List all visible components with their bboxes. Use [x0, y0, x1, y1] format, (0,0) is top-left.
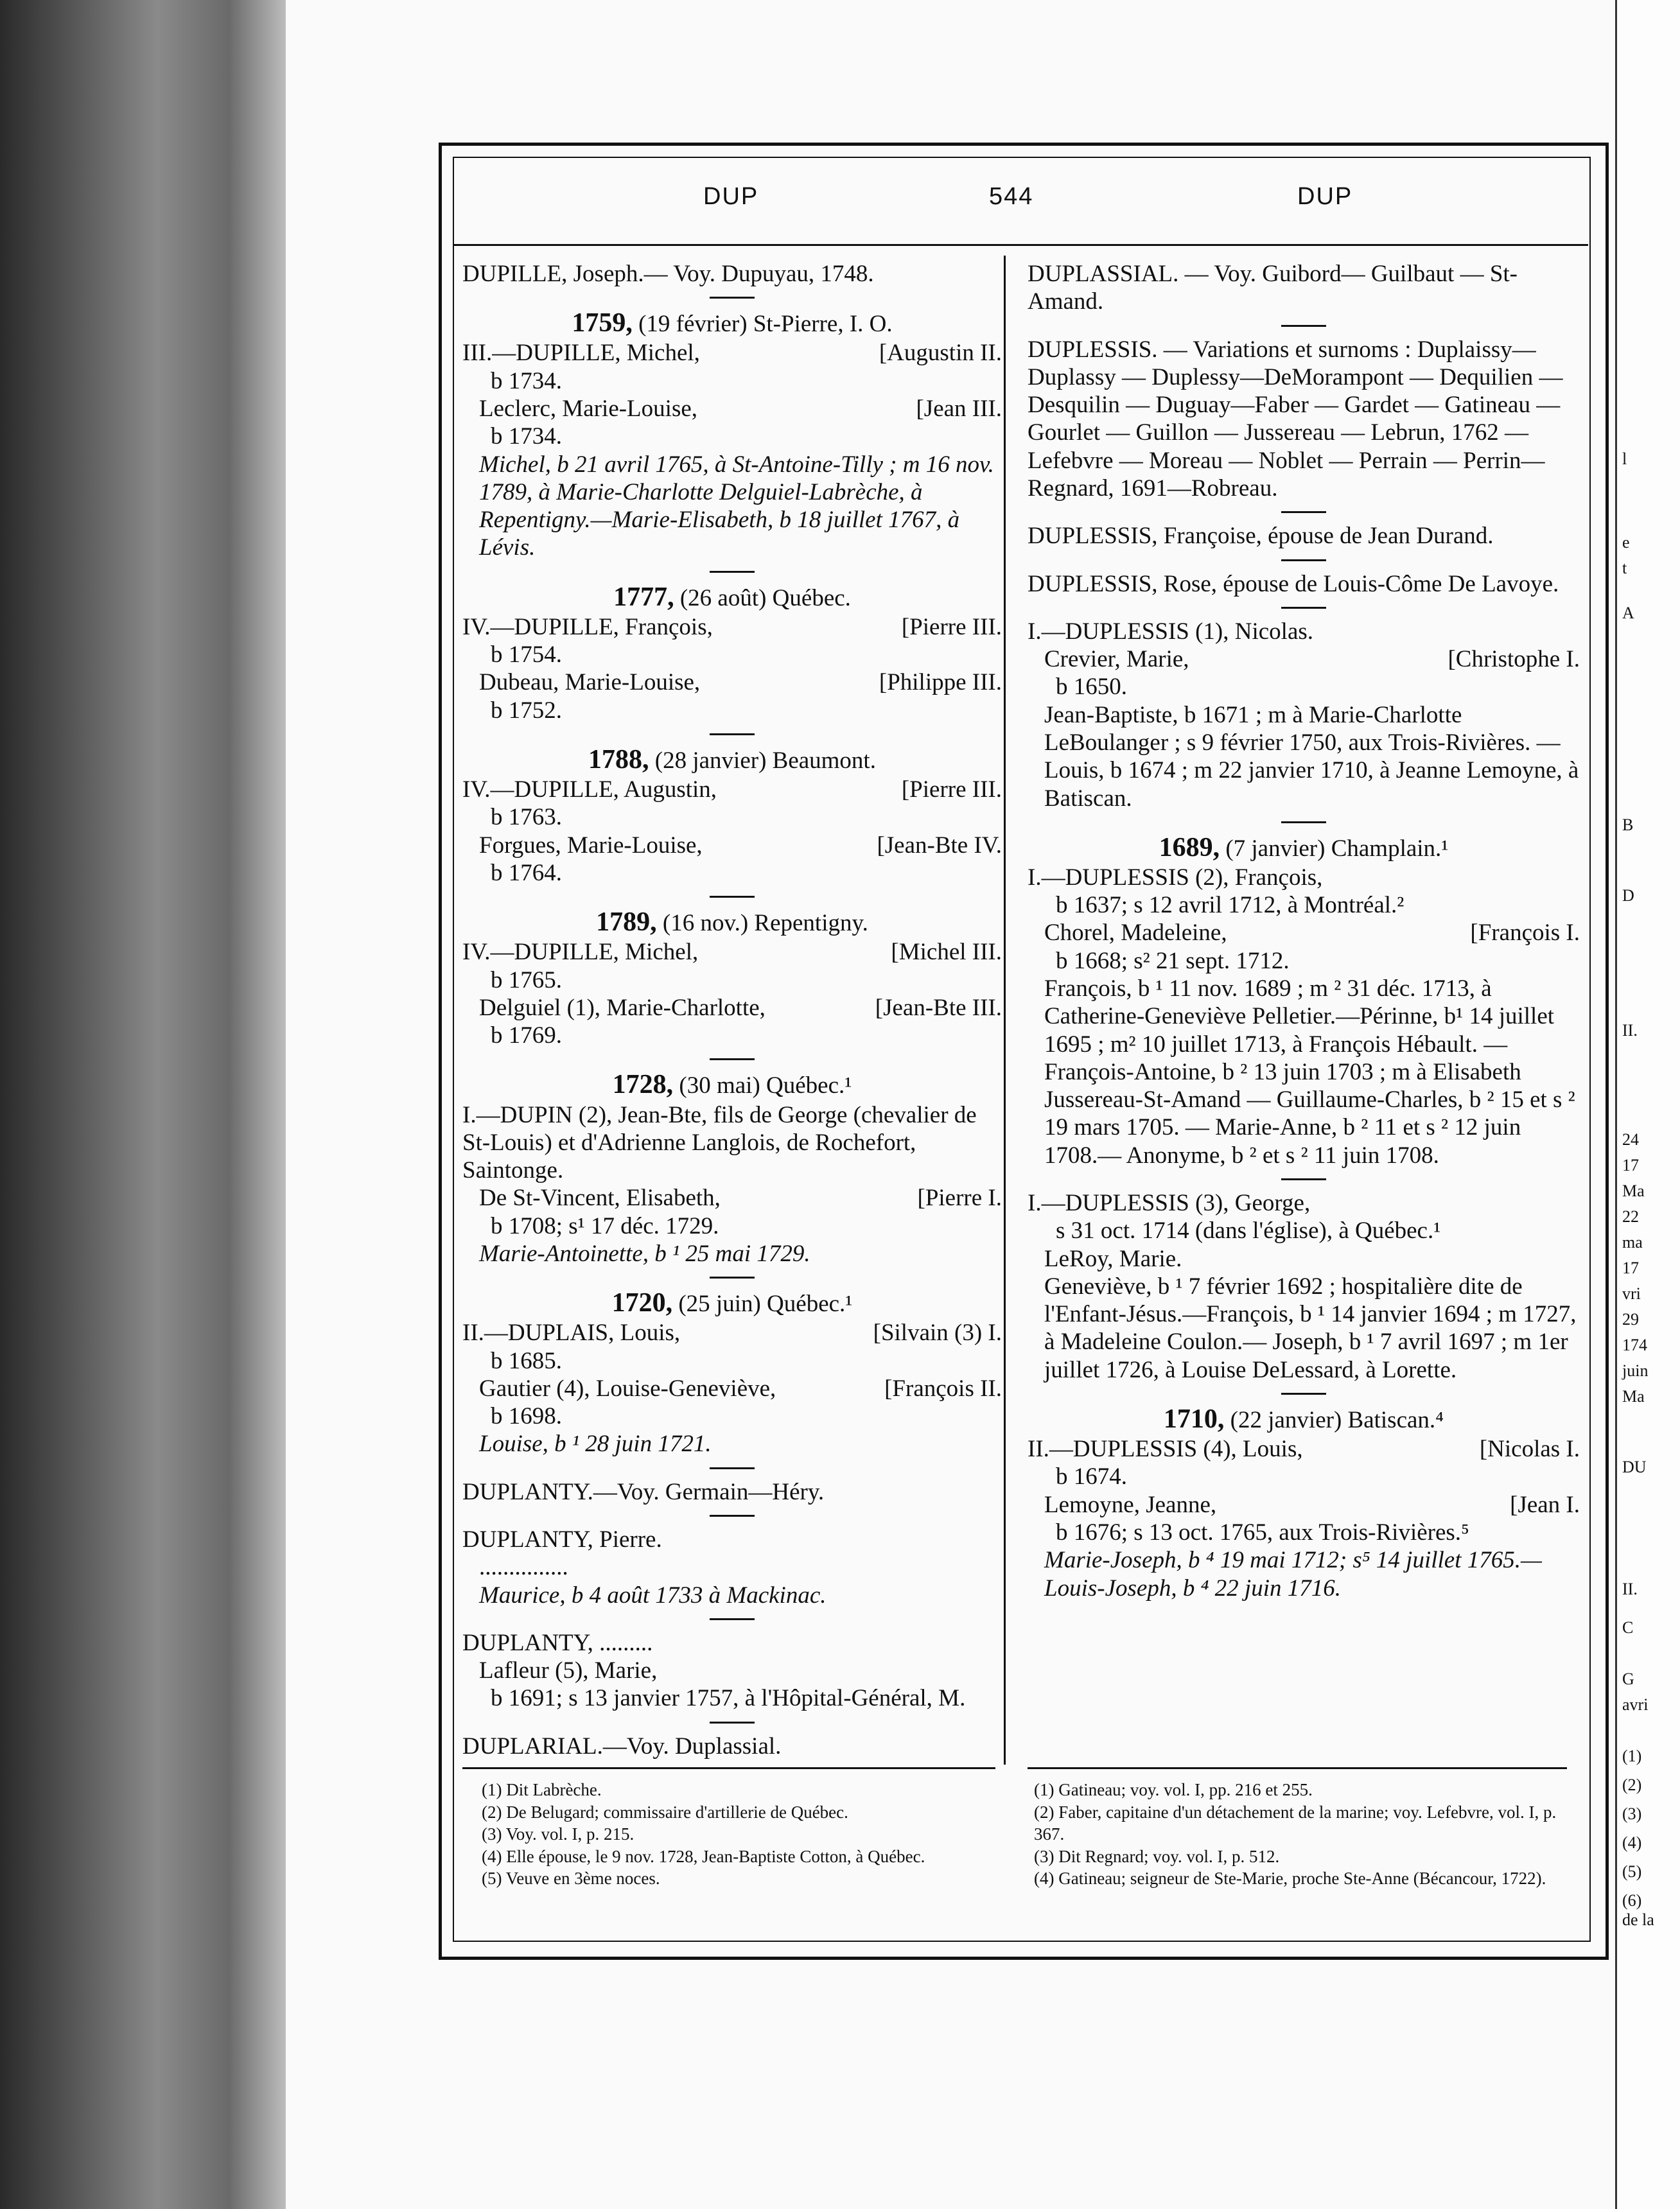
book-binding: [0, 0, 286, 2209]
running-head-left: DUP: [703, 183, 759, 210]
separator-dash: [710, 571, 755, 573]
children-paragraph: Jean-Baptiste, b 1671 ; m à Marie-Charlotte LeBoulanger ; s 9 février 1750, aux Trois-Rivières. — Louis, b 1674 ; m 22 janvier 1710, à Jeanne Lemoyne, à Batiscan.: [1044, 701, 1579, 812]
birth-line: b 1685.: [491, 1347, 562, 1374]
spouse-line: IV.—DUPILLE, Michel, [Michel III.: [462, 939, 1002, 966]
entry-dupin: I.—DUPIN (2), Jean-Bte, fils de George (chevalier de St-Louis) et d'Adrienne Langlois, de Rochefort, Saintonge.: [462, 1101, 977, 1184]
entry-duplarial: DUPLARIAL.—Voy. Duplassial.: [462, 1733, 782, 1759]
next-page-fragment: juin: [1622, 1361, 1649, 1380]
birth-line: b 1734.: [491, 423, 562, 450]
next-page-fragment: Ma: [1622, 1182, 1645, 1200]
separator-dash: [1281, 559, 1326, 561]
next-page-fragment: II.: [1622, 1021, 1638, 1040]
next-page-fragment: ma: [1622, 1233, 1643, 1252]
separator-dash: [1281, 607, 1326, 609]
entry-duplessis-francois: I.—DUPLESSIS (2), François,: [1028, 864, 1323, 891]
birth-line: b 1674.: [1056, 1463, 1127, 1490]
children-paragraph: Louise, b ¹ 28 juin 1721.: [479, 1431, 712, 1458]
next-page-fragment: C: [1622, 1618, 1634, 1637]
marriage-date-1720: 1720, (25 juin) Québec.¹: [611, 1288, 853, 1318]
entry-duplessis-rose: DUPLESSIS, Rose, épouse de Louis-Côme De Lavoye.: [1028, 570, 1559, 597]
birth-line: b 1769.: [491, 1022, 562, 1049]
birth-line: b 1691; s 13 janvier 1757, à l'Hôpital-Général, M.: [491, 1685, 966, 1712]
next-page-fragment: (1): [1622, 1747, 1642, 1765]
spouse-line: IV.—DUPILLE, Augustin, [Pierre III.: [462, 776, 1002, 803]
separator-dash: [710, 1722, 755, 1724]
next-page-fragment: 22: [1622, 1207, 1639, 1226]
page-number: 544: [989, 183, 1034, 210]
marriage-date-1710: 1710, (22 janvier) Batiscan.⁴: [1163, 1404, 1444, 1434]
running-head-right: DUP: [1297, 183, 1353, 210]
next-page-fragment: 17: [1622, 1156, 1639, 1174]
spouse-line: II.—DUPLAIS, Louis, [Silvain (3) I.: [462, 1320, 1002, 1347]
birth-line: b 1765.: [491, 966, 562, 993]
next-page-fragment: (3): [1622, 1804, 1642, 1823]
footnote: (3) Dit Regnard; voy. vol. I, p. 512.: [1034, 1846, 1280, 1866]
next-page-fragment: A: [1622, 604, 1634, 622]
next-page-fragment: avri: [1622, 1695, 1649, 1714]
entry-duplanty-pierre: DUPLANTY, Pierre.: [462, 1526, 662, 1553]
birth-line: b 1752.: [491, 697, 562, 724]
birth-line: b 1650.: [1056, 674, 1127, 701]
separator-dash: [1281, 821, 1326, 823]
next-page-edge: [1615, 0, 1680, 2209]
footnote: (1) Dit Labrèche.: [482, 1780, 602, 1799]
next-page-fragment: e: [1622, 533, 1630, 552]
entry-duplanty-unknown: DUPLANTY, .........: [462, 1629, 653, 1656]
next-page-fragment: D: [1622, 886, 1634, 905]
marriage-date-1689: 1689, (7 janvier) Champlain.¹: [1159, 832, 1449, 862]
spouse-line: LeRoy, Marie.: [1044, 1245, 1182, 1272]
spouse-line: Lemoyne, Jeanne, [Jean I.: [1044, 1491, 1580, 1518]
next-page-fragment: de la: [1622, 1910, 1654, 1929]
children-paragraph: François, b ¹ 11 nov. 1689 ; m ² 31 déc. 1713, à Catherine-Geneviève Pelletier.—Périnne, b¹ 14 juillet 1695 ; m² 10 juillet 1713, à François Hébault. — François-Antoine, b ² 13 juin 1703 ; m à Elisabeth Jussereau-St-Amand — Guillaume-Charles, b ² 15 et s ² 19 mars 1705. — Marie-Anne, b ² 11 et s ² 12 juin 1708.— Anonyme, b ² et s ² 11 juin 1708.: [1044, 975, 1575, 1169]
children-paragraph: Geneviève, b ¹ 7 février 1692 ; hospitalière dite de l'Enfant-Jésus.—François, b ¹ 14 janvier 1694 ; m 1727, à Madeleine Coulon.— Joseph, b ¹ 7 avril 1697 ; m 1er juillet 1726, à Louise DeLessard, à Lorette.: [1044, 1273, 1577, 1383]
marriage-date-1728: 1728, (30 mai) Québec.¹: [612, 1070, 852, 1100]
header-rule: [453, 244, 1588, 246]
marriage-date-1759: 1759, (19 février) St-Pierre, I. O.: [572, 308, 893, 338]
footnote-rule-left: [462, 1767, 995, 1769]
separator-dash: [710, 1618, 755, 1620]
next-page-fragment: vri: [1622, 1284, 1641, 1303]
next-page-fragment: (6): [1622, 1891, 1642, 1910]
birth-line: b 1734.: [491, 367, 562, 394]
footnote: (4) Elle épouse, le 9 nov. 1728, Jean-Baptiste Cotton, à Québec.: [482, 1846, 925, 1866]
birth-line: b 1668; s² 21 sept. 1712.: [1056, 947, 1290, 974]
footnote: (2) Faber, capitaine d'un détachement de la marine; voy. Lefebvre, vol. I, p. 367.: [1034, 1802, 1557, 1844]
entry-duplessis-francoise: DUPLESSIS, Françoise, épouse de Jean Durand.: [1028, 523, 1494, 550]
children-paragraph: Maurice, b 4 août 1733 à Mackinac.: [479, 1582, 827, 1609]
footnote: (3) Voy. vol. I, p. 215.: [482, 1824, 634, 1844]
separator-dash: [1281, 1178, 1326, 1180]
next-page-fragment: (2): [1622, 1776, 1642, 1794]
dotted-line: ...............: [479, 1554, 568, 1581]
entry-duplessis-george: I.—DUPLESSIS (3), George,: [1028, 1190, 1311, 1216]
next-page-fragment: (5): [1622, 1862, 1642, 1881]
birth-line: b 1708; s¹ 17 déc. 1729.: [491, 1212, 719, 1239]
next-page-fragment: G: [1622, 1670, 1634, 1688]
next-page-fragment: 29: [1622, 1310, 1639, 1329]
spouse-line: IV.—DUPILLE, François, [Pierre III.: [462, 613, 1002, 640]
footnote-rule-right: [1028, 1767, 1567, 1769]
children-paragraph: Marie-Joseph, b ⁴ 19 mai 1712; s⁵ 14 juillet 1765.—Louis-Joseph, b ⁴ 22 juin 1716.: [1044, 1547, 1542, 1602]
next-page-fragment: Ma: [1622, 1387, 1645, 1406]
spouse-line: Crevier, Marie, [Christophe I.: [1044, 646, 1580, 673]
entry-duplanty-voy: DUPLANTY.—Voy. Germain—Héry.: [462, 1478, 825, 1505]
next-page-fragment: B: [1622, 816, 1634, 834]
separator-dash: [710, 1515, 755, 1517]
next-page-fragment: DU: [1622, 1458, 1647, 1476]
spouse-line: Dubeau, Marie-Louise, [Philippe III.: [479, 669, 1002, 696]
burial-line: s 31 oct. 1714 (dans l'église), à Québec.¹: [1056, 1218, 1441, 1244]
marriage-date-1777: 1777, (26 août) Québec.: [613, 582, 851, 612]
spouse-line: De St-Vincent, Elisabeth, [Pierre I.: [479, 1185, 1002, 1212]
marriage-date-1788: 1788, (28 janvier) Beaumont.: [588, 744, 876, 774]
birth-line: b 1764.: [491, 859, 562, 886]
spouse-line: Chorel, Madeleine, [François I.: [1044, 920, 1580, 947]
separator-dash: [710, 1058, 755, 1060]
children-paragraph: Michel, b 21 avril 1765, à St-Antoine-Tilly ; m 16 nov. 1789, à Marie-Charlotte Delguiel-Labrèche, à Repentigny.—Marie-Elisabeth, b 18 juillet 1767, à Lévis.: [479, 451, 994, 561]
birth-line: b 1698.: [491, 1403, 562, 1430]
next-page-fragment: 24: [1622, 1130, 1639, 1149]
birth-line: b 1676; s 13 oct. 1765, aux Trois-Rivières.⁵: [1056, 1519, 1469, 1546]
left-column: [462, 260, 1002, 1760]
birth-line: b 1637; s 12 avril 1712, à Montréal.²: [1056, 892, 1404, 919]
spouse-line: Delguiel (1), Marie-Charlotte, [Jean-Bte III.: [479, 994, 1002, 1021]
separator-dash: [1281, 325, 1326, 327]
footnotes-left: [482, 1779, 995, 1890]
next-page-fragment: (4): [1622, 1833, 1642, 1852]
entry-duplassial: DUPLASSIAL. — Voy. Guibord— Guilbaut — St-Amand.: [1028, 261, 1518, 315]
spouse-line: Forgues, Marie-Louise, [Jean-Bte IV.: [479, 832, 1002, 859]
column-divider: [1004, 256, 1006, 1765]
next-page-fragment: t: [1622, 559, 1627, 577]
marriage-date-1789: 1789, (16 nov.) Repentigny.: [596, 907, 868, 938]
birth-line: b 1763.: [491, 804, 562, 831]
separator-dash: [710, 733, 755, 735]
footnote: (5) Veuve en 3ème noces.: [482, 1869, 660, 1889]
spouse-line: III.—DUPILLE, Michel, [Augustin II.: [462, 340, 1002, 367]
spouse-line: Gautier (4), Louise-Geneviève, [François II.: [479, 1375, 1002, 1402]
spouse-line: Lafleur (5), Marie,: [479, 1657, 658, 1684]
next-page-fragment: II.: [1622, 1580, 1638, 1598]
separator-dash: [710, 297, 755, 299]
entry-dupille-joseph: DUPILLE, Joseph.— Voy. Dupuyau, 1748.: [462, 261, 874, 287]
birth-line: b 1754.: [491, 642, 562, 668]
entry-duplessis-nicolas: I.—DUPLESSIS (1), Nicolas.: [1028, 618, 1314, 645]
footnote: (1) Gatineau; voy. vol. I, pp. 216 et 255.: [1034, 1780, 1313, 1799]
right-column: [1028, 260, 1580, 1602]
next-page-fragment: l: [1622, 450, 1627, 468]
separator-dash: [1281, 511, 1326, 513]
footnote: (4) Gatineau; seigneur de Ste-Marie, proche Ste-Anne (Bécancour, 1722).: [1034, 1869, 1546, 1889]
spouse-line: II.—DUPLESSIS (4), Louis, [Nicolas I.: [1028, 1436, 1580, 1463]
next-page-fragment: 17: [1622, 1259, 1639, 1277]
separator-dash: [710, 1467, 755, 1469]
separator-dash: [710, 1277, 755, 1279]
footnote: (2) De Belugard; commissaire d'artillerie de Québec.: [482, 1802, 848, 1822]
children-paragraph: Marie-Antoinette, b ¹ 25 mai 1729.: [479, 1240, 810, 1267]
entry-duplessis-variations: DUPLESSIS. — Variations et surnoms : Duplaissy—Duplassy — Duplessy—DeMorampont — Dequilien — Desquilin — Duguay—Faber — Gardet — Gatineau — Gourlet — Guillon — Jussereau — Lebrun, 1762 — Lefebvre — Moreau — Noblet — Perrain — Perrin— Regnard, 1691—Robreau.: [1028, 336, 1563, 502]
separator-dash: [1281, 1393, 1326, 1395]
next-page-fragment: 174: [1622, 1336, 1647, 1354]
separator-dash: [710, 896, 755, 898]
footnotes-right: [1034, 1779, 1567, 1890]
spouse-line: Leclerc, Marie-Louise, [Jean III.: [479, 395, 1002, 422]
